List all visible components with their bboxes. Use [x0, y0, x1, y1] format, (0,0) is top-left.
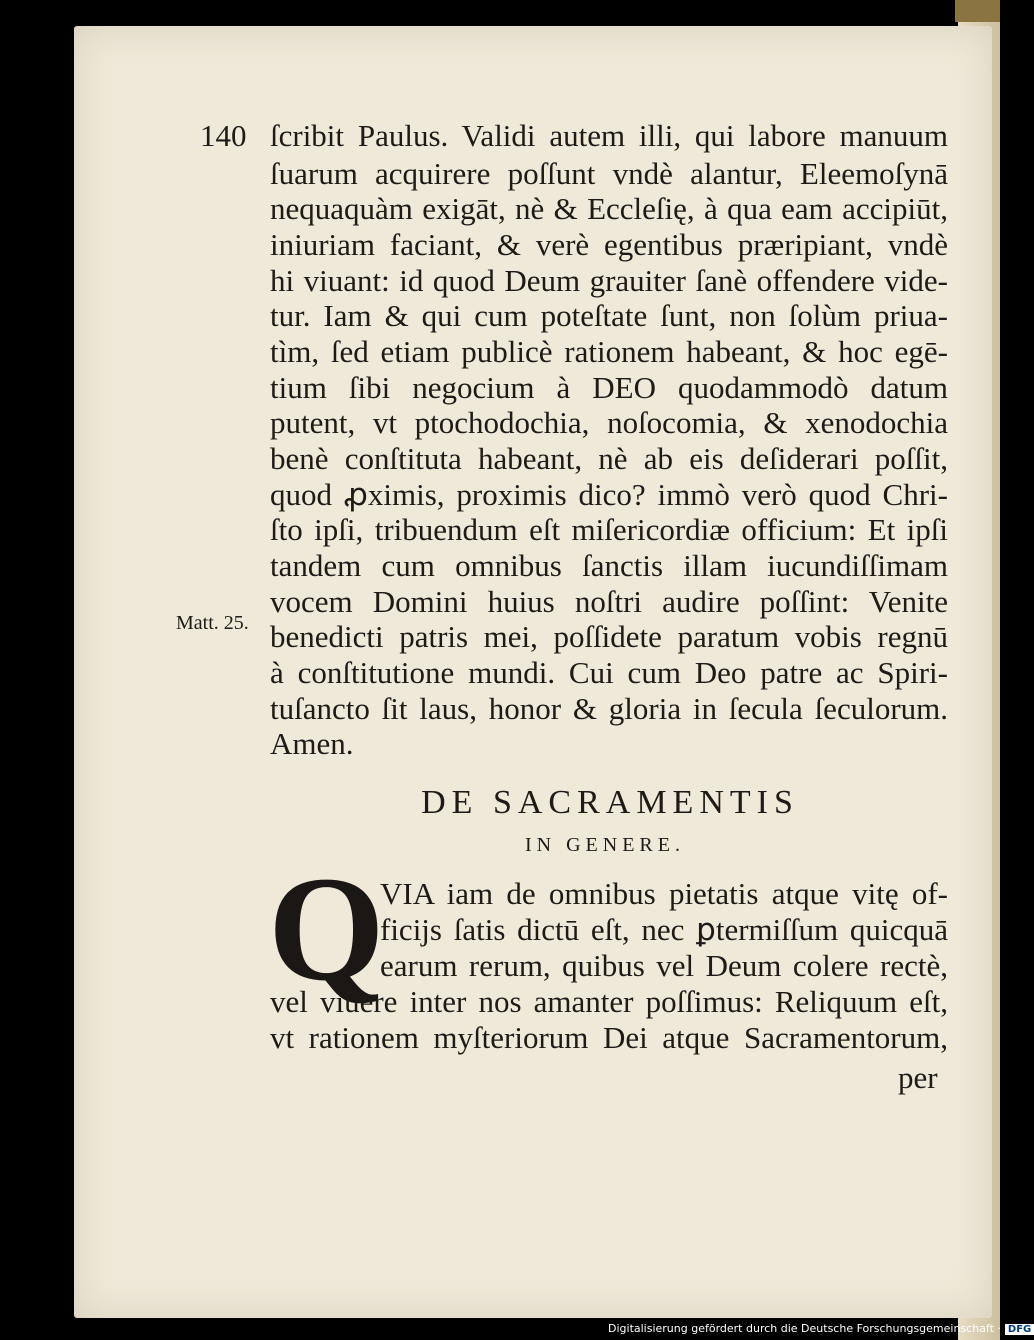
body-line: tium ſibi negocium à DEO quodammodò datum: [270, 370, 948, 405]
page-number: 140: [200, 118, 247, 153]
digitization-footer: [608, 1322, 1034, 1335]
footer-text: Digitalisierung gefördert durch die Deutsche Forschungsgemeinschaft ·: [608, 1322, 1001, 1335]
margin-note: Matt. 25.: [176, 612, 249, 634]
page-edge-top: [955, 0, 1000, 22]
section-line: earum rerum, quibus vel Deum colere rectè,: [380, 948, 948, 983]
section-subheading: IN GENERE.: [525, 834, 685, 856]
body-line: ſcribit Paulus. Validi autem illi, qui labore manuum: [270, 118, 948, 153]
section-line: vel viuere inter nos amanter poſſimus: Reliquum eſt,: [270, 984, 948, 1019]
body-line: benè conſtituta habeant, nè ab eis deſiderari poſſit,: [270, 441, 948, 476]
catchword: per: [898, 1060, 938, 1095]
body-line: tandem cum omnibus ſanctis illam iucundiſſimam: [270, 548, 948, 583]
body-line: tìm, ſed etiam publicè rationem habeant, & hoc egē-: [270, 334, 948, 369]
body-line: ſuarum acquirere poſſunt vndè alantur, Eleemoſynā: [270, 156, 948, 191]
body-line: nequaquàm exigāt, nè & Eccleſię, à qua eam accipiūt,: [270, 191, 948, 226]
dfg-logo: DFG: [1005, 1324, 1034, 1335]
drop-cap: Q: [268, 846, 385, 1012]
body-line: à conſtitutione mundi. Cui cum Deo patre ac Spiri-: [270, 655, 948, 690]
section-line: VIA iam de omnibus pietatis atque vitę of-: [380, 876, 948, 911]
body-line: benedicti patris mei, poſſidete paratum vobis regnū: [270, 619, 948, 654]
section-line: ficijs ſatis dictū eſt, nec ꝑtermiſſum quicquā: [380, 912, 948, 947]
body-line: iniuriam faciant, & verè egentibus præripiant, vndè: [270, 227, 948, 262]
section-heading: DE SACRAMENTIS: [421, 784, 799, 821]
body-line: vocem Domini huius noſtri audire poſſint: Venite: [270, 584, 948, 619]
body-line: ſto ipſi, tribuendum eſt miſericordiæ officium: Et ipſi: [270, 512, 948, 547]
body-line: quod ꝓximis, proximis dico? immò verò quod Chri-: [270, 477, 948, 512]
body-line: putent, vt ptochodochia, noſocomia, & xenodochia: [270, 405, 948, 440]
body-line: tuſancto ſit laus, honor & gloria in ſecula ſeculorum.: [270, 691, 948, 726]
section-line: vt rationem myſteriorum Dei atque Sacramentorum,: [270, 1020, 948, 1055]
body-line: hi viuant: id quod Deum grauiter ſanè offendere vide-: [270, 263, 948, 298]
body-line: Amen.: [270, 726, 354, 761]
body-line: tur. Iam & qui cum poteſtate ſunt, non ſolùm priua-: [270, 298, 948, 333]
